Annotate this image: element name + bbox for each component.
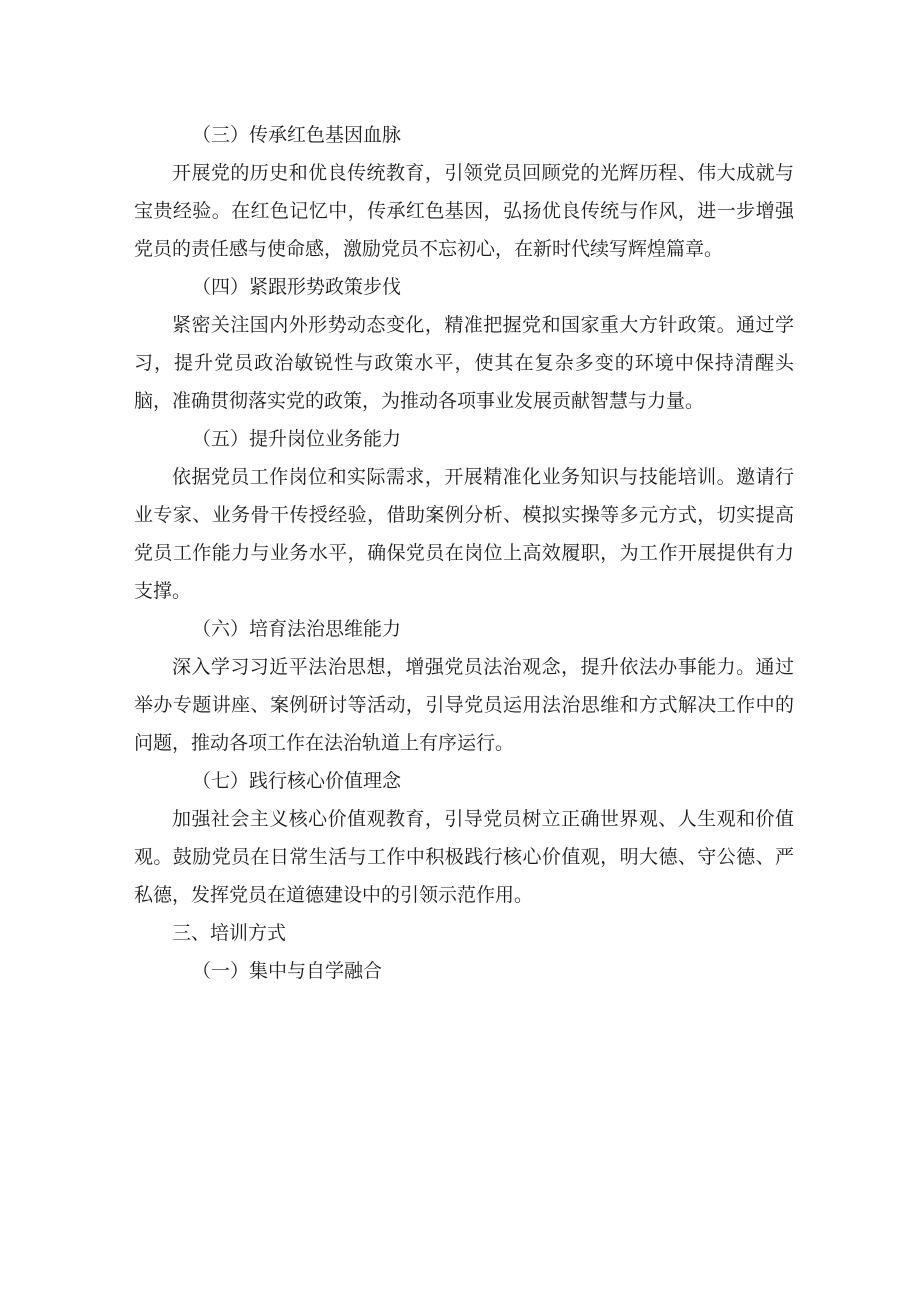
document-content — [134, 116, 794, 990]
subsection-heading-centralized-self-study: （一）集中与自学融合 — [192, 960, 383, 982]
subsection-heading-3: （三）传承红色基因血脉 — [192, 124, 402, 146]
paragraph-5: 依据党员工作岗位和实际需求，开展精准化业务知识与技能培训。邀请行业专家、业务骨干传授经验，借助案例分析、模拟实操等多元方式，切实提高党员工作能力与业务水平，确保党员在岗位上高效履职，为工作开展提供有力支撑。 — [134, 466, 794, 602]
subsection-heading-5: （五）提升岗位业务能力 — [192, 428, 402, 450]
paragraph-7: 加强社会主义核心价值观教育，引导党员树立正确世界观、人生观和价值观。鼓励党员在日常生活与工作中积极践行核心价值观，明大德、守公德、严私德，发挥党员在道德建设中的引领示范作用。 — [134, 808, 794, 906]
paragraph-6: 深入学习习近平法治思想，增强党员法治观念，提升依法办事能力。通过举办专题讲座、案例研讨等活动，引导党员运用法治思维和方式解决工作中的问题，推动各项工作在法治轨道上有序运行。 — [134, 656, 794, 754]
subsection-heading-4: （四）紧跟形势政策步伐 — [192, 276, 402, 298]
subsection-heading-7: （七）践行核心价值理念 — [192, 770, 402, 792]
paragraph-3: 开展党的历史和优良传统教育，引领党员回顾党的光辉历程、伟大成就与宝贵经验。在红色记忆中，传承红色基因，弘扬优良传统与作风，进一步增强党员的责任感与使命感，激励党员不忘初心，在新时代续写辉煌篇章。 — [134, 162, 794, 260]
subsection-heading-6: （六）培育法治思维能力 — [192, 618, 402, 640]
section-heading-training-methods: 三、培训方式 — [172, 922, 287, 944]
paragraph-4: 紧密关注国内外形势动态变化，精准把握党和国家重大方针政策。通过学习，提升党员政治敏锐性与政策水平，使其在复杂多变的环境中保持清醒头脑，准确贯彻落实党的政策，为推动各项事业发展贡献智慧与力量。 — [134, 314, 794, 412]
